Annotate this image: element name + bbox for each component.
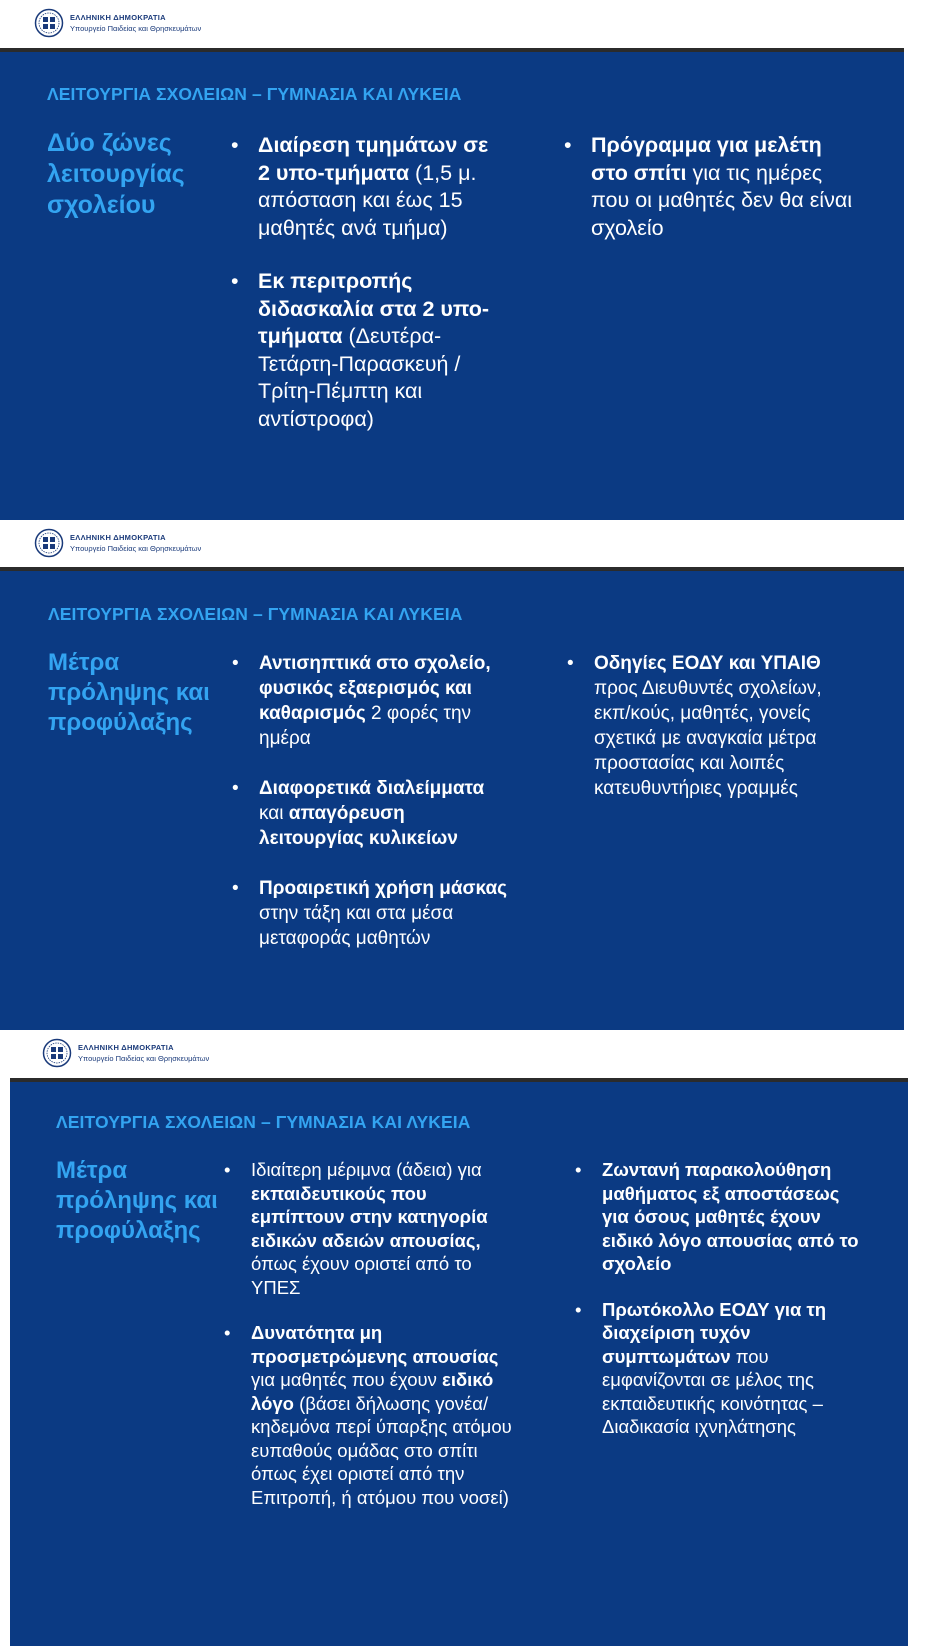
bullet-column-2	[564, 132, 854, 268]
list-item: • Ζωντανή παρακολούθηση μαθήματος εξ αποστάσεως για όσους μαθητές έχουν ειδικό λόγο απουσίας από το σχολείο	[575, 1158, 865, 1276]
bullet-column-1	[224, 1158, 524, 1531]
ministry-logo	[34, 528, 201, 558]
list-item: • Εκ περιτροπής διδασκαλία στα 2 υπο-τμήματα (Δευτέρα-Τετάρτη-Παρασκευή / Τρίτη-Πέμπτη και αντίστροφα)	[231, 268, 506, 433]
slide-2	[0, 520, 904, 1030]
list-item: • Οδηγίες ΕΟΔΥ και ΥΠΑΙΘ προς Διευθυντές σχολείων, εκπ/κούς, μαθητές, γονείς σχετικά με αναγκαία μέτρα προστασίας και λοιπές κατευθυντήριες γραμμές	[567, 651, 852, 801]
bullet-column-2	[567, 651, 852, 826]
list-item: • Αντισηπτικά στο σχολείο, φυσικός εξαερισμός και καθαρισμός 2 φορές την ημέρα	[232, 651, 512, 751]
logo-line-2: Υπουργείο Παιδείας και Θρησκευμάτων	[70, 544, 202, 553]
list-item: • Διαφορετικά διαλείμματα και απαγόρευση λειτουργίας κυλικείων	[232, 776, 512, 851]
slide-header	[10, 1030, 908, 1082]
slide-heading: Μέτρα πρόληψης και προφύλαξης	[56, 1157, 218, 1244]
section-title: ΛΕΙΤΟΥΡΓΙΑ ΣΧΟΛΕΙΩΝ – ΓΥΜΝΑΣΙΑ ΚΑΙ ΛΥΚΕΙΑ	[48, 604, 463, 624]
slide-header	[0, 0, 904, 52]
list-item: • Διαίρεση τμημάτων σε 2 υπο-τμήματα (1,5 μ. απόσταση και έως 15 μαθητές ανά τμήμα)	[231, 132, 506, 242]
greek-emblem-icon	[34, 8, 64, 38]
slide-3	[10, 1030, 908, 1646]
slide-heading: Δύο ζώνες λειτουργίας σχολείου	[47, 129, 185, 219]
list-item: • Ιδιαίτερη μέριμνα (άδεια) για εκπαιδευτικούς που εμπίπτουν στην κατηγορία ειδικών αδειών απουσίας, όπως έχουν οριστεί από το ΥΠΕΣ	[224, 1158, 524, 1299]
slide-heading: Μέτρα πρόληψης και προφύλαξης	[48, 649, 210, 736]
list-item: • Πρόγραμμα για μελέτη στο σπίτι για τις ημέρες που οι μαθητές δεν θα είναι σχολείο	[564, 132, 854, 242]
list-item: • Πρωτόκολλο ΕΟΔΥ για τη διαχείριση τυχόν συμπτωμάτων που εμφανίζονται σε μέλος της εκπαιδευτικής κοινότητας – Διαδικασία ιχνηλάτησης	[575, 1298, 865, 1439]
list-item: • Προαιρετική χρήση μάσκας στην τάξη και στα μέσα μεταφοράς μαθητών	[232, 876, 512, 951]
slide-content	[0, 52, 904, 520]
logo-line-2: Υπουργείο Παιδείας και Θρησκευμάτων	[78, 1054, 210, 1063]
slide-content-body	[10, 1082, 908, 1646]
logo-line-1: ΕΛΛΗΝΙΚΗ ΔΗΜΟΚΡΑΤΙΑ	[70, 13, 166, 22]
bullet-column-2	[575, 1158, 865, 1461]
bullet-column-1	[232, 651, 512, 976]
greek-emblem-icon	[34, 528, 64, 558]
ministry-logo	[34, 8, 201, 38]
ministry-logo	[42, 1038, 209, 1068]
slide-1	[0, 0, 904, 520]
logo-line-2: Υπουργείο Παιδείας και Θρησκευμάτων	[70, 24, 202, 33]
section-title: ΛΕΙΤΟΥΡΓΙΑ ΣΧΟΛΕΙΩΝ – ΓΥΜΝΑΣΙΑ ΚΑΙ ΛΥΚΕΙΑ	[56, 1112, 471, 1132]
section-title: ΛΕΙΤΟΥΡΓΙΑ ΣΧΟΛΕΙΩΝ – ΓΥΜΝΑΣΙΑ ΚΑΙ ΛΥΚΕΙΑ	[47, 84, 462, 104]
logo-line-1: ΕΛΛΗΝΙΚΗ ΔΗΜΟΚΡΑΤΙΑ	[70, 533, 166, 542]
bullet-column-1	[231, 132, 506, 459]
slide-content	[0, 571, 904, 1030]
list-item: • Δυνατότητα μη προσμετρώμενης απουσίας για μαθητές που έχουν ειδικό λόγο (βάσει δήλωσης γονέα/κηδεμόνα περί ύπαρξης ατόμου ευπαθούς ομάδας στο σπίτι όπως έχει οριστεί από την Επιτροπή, ή ατόμου που νοσεί)	[224, 1321, 524, 1509]
greek-emblem-icon	[42, 1038, 72, 1068]
slide-header	[0, 520, 904, 572]
logo-line-1: ΕΛΛΗΝΙΚΗ ΔΗΜΟΚΡΑΤΙΑ	[78, 1043, 174, 1052]
